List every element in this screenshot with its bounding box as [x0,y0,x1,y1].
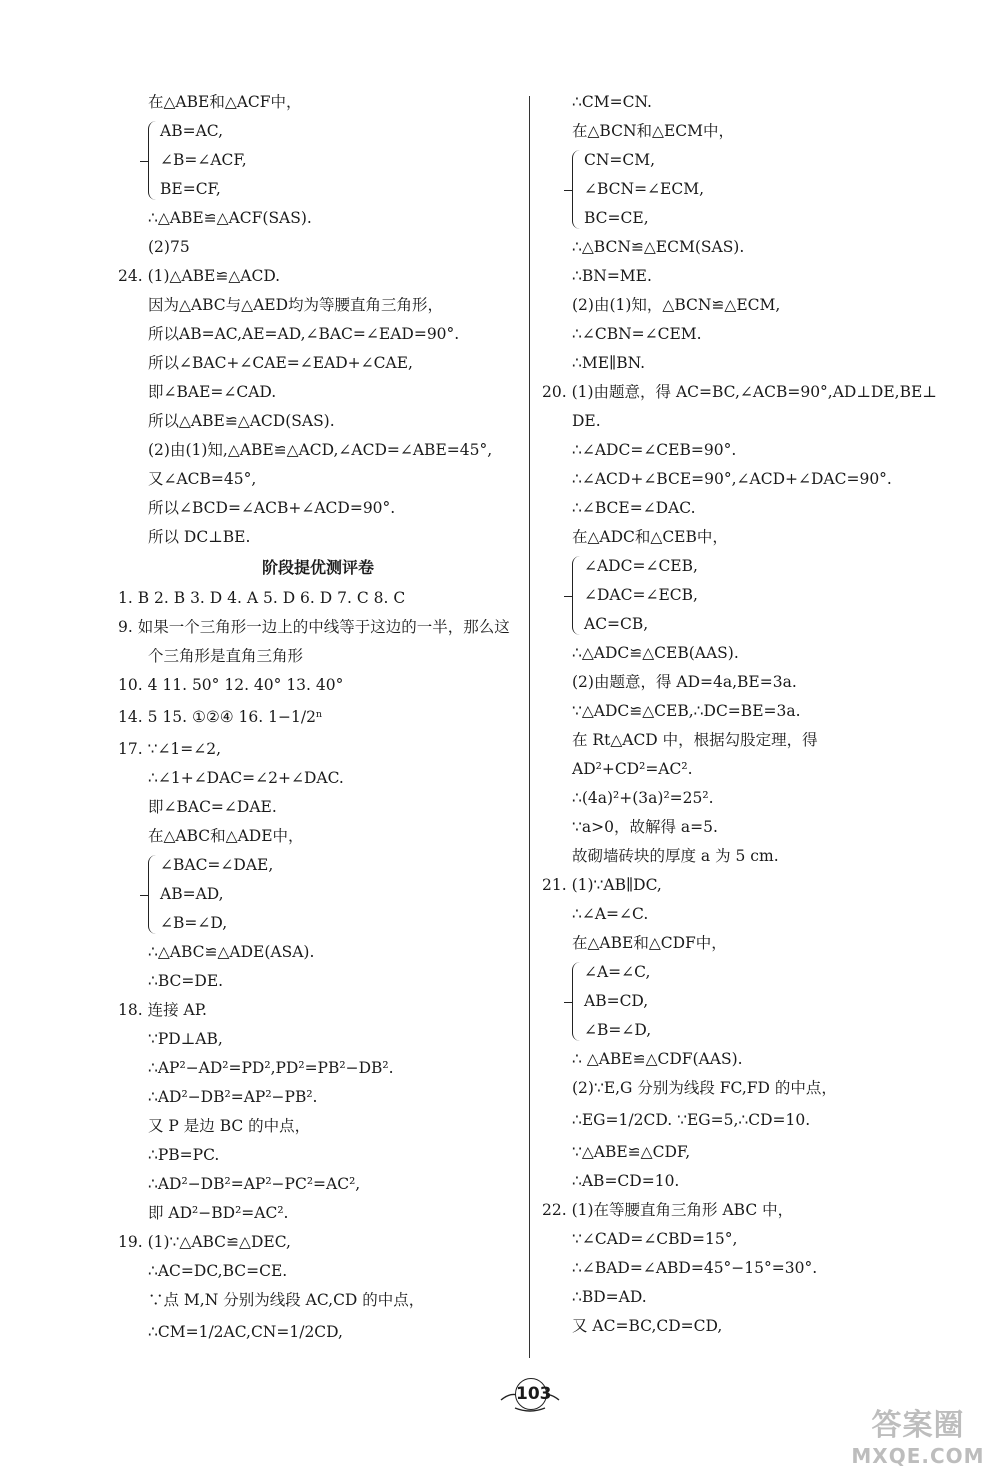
solution-line: ∴EG=1/2CD. ∵EG=5,∴CD=10. [572,1111,811,1129]
column-divider [529,96,530,1358]
question-line: 10. 4 11. 50° 12. 40° 13. 40° [118,676,344,694]
solution-line: 又 AC=BC,CD=CD, [572,1317,723,1335]
solution-line: ∴ △ABE≌△CDF(AAS). [572,1050,743,1068]
solution-line: ∴AC=DC,BC=CE. [148,1262,288,1280]
solution-line: ∴∠ADC=∠CEB=90°. [572,441,737,459]
solution-line: ∴∠A=∠C. [572,905,649,923]
question-line: 20. (1)由题意，得 AC=BC,∠ACB=90°,AD⊥DE,BE⊥ [542,383,937,401]
solution-line: ∵PD⊥AB, [148,1030,223,1048]
solution-line: ∴(4a)²+(3a)²=25². [572,789,714,807]
question-line: 1. B 2. B 3. D 4. A 5. D 6. D 7. C 8. C [118,589,406,607]
watermark-text: 答案圈 [871,1408,965,1443]
solution-line: 在△ABE和△ACF中， [148,93,302,111]
curly-brace-icon [572,962,582,1041]
condition-line: ∠A=∠C, [584,963,651,981]
solution-line: 即∠BAC=∠DAE. [148,798,277,816]
curly-brace-icon [148,855,158,934]
question-line: 19. (1)∵△ABC≌△DEC, [118,1233,291,1251]
condition-line: AB=CD, [584,992,649,1010]
solution-line: ∴△ABE≌△ACF(SAS). [148,209,312,227]
solution-line: (2)∵E,G 分别为线段 FC,FD 的中点， [572,1079,837,1097]
condition-brace-group [542,958,962,1045]
condition-line: ∠BAC=∠DAE, [160,856,274,874]
condition-line: AB=AD, [160,885,224,903]
solution-line: ∴BC=DE. [148,972,224,990]
watermark-logo [848,1408,988,1474]
condition-line: AB=AC, [160,122,223,140]
solution-line: ∴AB=CD=10. [572,1172,680,1190]
solution-line: ∴∠1+∠DAC=∠2+∠DAC. [148,769,344,787]
solution-line: ∴∠CBN=∠CEM. [572,325,702,343]
question-line: 17. ∵∠1=∠2, [118,740,222,758]
solution-line: (2)由(1)知，△BCN≌△ECM, [572,296,781,314]
solution-line: 故砌墙砖块的厚度 a 为 5 cm. [572,847,779,865]
solution-line: (2)75 [148,238,190,256]
solution-line: ∴AP²−AD²=PD²,PD²=PB²−DB². [148,1059,394,1077]
question-line: 24. (1)△ABE≌△ACD. [118,267,281,285]
solution-line: ∵∠CAD=∠CBD=15°, [572,1230,738,1248]
solution-line: 即 AD²−BD²=AC². [148,1204,289,1222]
solution-line: 在△BCN和△ECM中， [572,122,734,140]
curly-brace-icon [572,150,582,229]
question-line: 14. 5 15. ①②④ 16. 1−1/2ⁿ [118,708,323,726]
question-line: 9. 如果一个三角形一边上的中线等于这边的一半，那么这 [118,618,510,636]
solution-line: 所以AB=AC,AE=AD,∠BAC=∠EAD=90°. [148,325,460,343]
condition-line: ∠ADC=∠CEB, [584,557,698,575]
page-number: 103 [515,1378,547,1410]
solution-line: 在 Rt△ACD 中，根据勾股定理，得 [572,731,818,749]
solution-line: (2)由题意，得 AD=4a,BE=3a. [572,673,797,691]
watermark-url: MXQE.COM [851,1444,985,1468]
condition-brace-group [118,851,518,938]
condition-line: BC=CE, [584,209,649,227]
condition-line: ∠BCN=∠ECM, [584,180,705,198]
solution-line: ∵△ADC≌△CEB,∴DC=BE=3a. [572,702,801,720]
solution-line: ∴∠BCE=∠DAC. [572,499,696,517]
solution-line: 所以△ABE≌△ACD(SAS). [148,412,335,430]
solution-line: ∵点 M,N 分别为线段 AC,CD 的中点， [148,1291,425,1309]
condition-brace-group [542,146,962,233]
solution-line: 所以∠BCD=∠ACB+∠ACD=90°. [148,499,396,517]
solution-line: 在△ABC和△ADE中， [148,827,304,845]
solution-line: ∴∠ACD+∠BCE=90°,∠ACD+∠DAC=90°. [572,470,892,488]
solution-line: ∴CM=1/2AC,CN=1/2CD, [148,1323,343,1341]
solution-line: 又∠ACB=45°, [148,470,257,488]
question-line: 21. (1)∵AB∥DC, [542,876,662,894]
solution-line: 在△ABE和△CDF中， [572,934,727,952]
condition-line: CN=CM, [584,151,656,169]
condition-line: ∠DAC=∠ECB, [584,586,698,604]
section-heading: 阶段提优测评卷 [261,558,374,577]
solution-line: AD²+CD²=AC². [572,760,693,778]
solution-line: ∴△ADC≌△CEB(AAS). [572,644,739,662]
solution-line: 又 P 是边 BC 的中点， [148,1117,311,1135]
solution-line: ∴AD²−DB²=AP²−PB². [148,1088,318,1106]
solution-line: ∴△ABC≌△ADE(ASA). [148,943,315,961]
solution-line: ∴AD²−DB²=AP²−PC²=AC², [148,1175,361,1193]
solution-line: 在△ADC和△CEB中， [572,528,728,546]
curly-brace-icon [148,121,158,200]
left-column [118,88,518,1350]
condition-line: ∠B=∠ACF, [160,151,247,169]
solution-line: 即∠BAE=∠CAD. [148,383,277,401]
question-line: 22. (1)在等腰直角三角形 ABC 中， [542,1201,794,1219]
condition-line: AC=CB, [584,615,649,633]
solution-line: 因为△ABC与△AED均为等腰直角三角形， [148,296,444,314]
condition-line: ∠B=∠D, [160,914,228,932]
solution-line: ∴BN=ME. [572,267,652,285]
solution-line: DE. [572,412,601,430]
solution-line: 个三角形是直角三角形 [148,647,304,665]
solution-line: ∴∠BAD=∠ABD=45°−15°=30°. [572,1259,818,1277]
condition-line: BE=CF, [160,180,221,198]
question-line: 18. 连接 AP. [118,1001,207,1019]
solution-line: ∴PB=PC. [148,1146,220,1164]
solution-line: ∴ME∥BN. [572,354,646,372]
right-column [542,88,962,1341]
solution-line: ∵△ABE≌△CDF, [572,1143,691,1161]
curly-brace-icon [572,556,582,635]
solution-line: ∴BD=AD. [572,1288,647,1306]
solution-line: 所以∠BAC+∠CAE=∠EAD+∠CAE, [148,354,413,372]
condition-line: ∠B=∠D, [584,1021,652,1039]
condition-brace-group [118,117,518,204]
solution-line: ∵a>0，故解得 a=5. [572,818,718,836]
solution-line: (2)由(1)知,△ABE≌△ACD,∠ACD=∠ABE=45°, [148,441,493,459]
solution-line: 所以 DC⊥BE. [148,528,251,546]
solution-line: ∴CM=CN. [572,93,652,111]
condition-brace-group [542,552,962,639]
solution-line: ∴△BCN≌△ECM(SAS). [572,238,745,256]
